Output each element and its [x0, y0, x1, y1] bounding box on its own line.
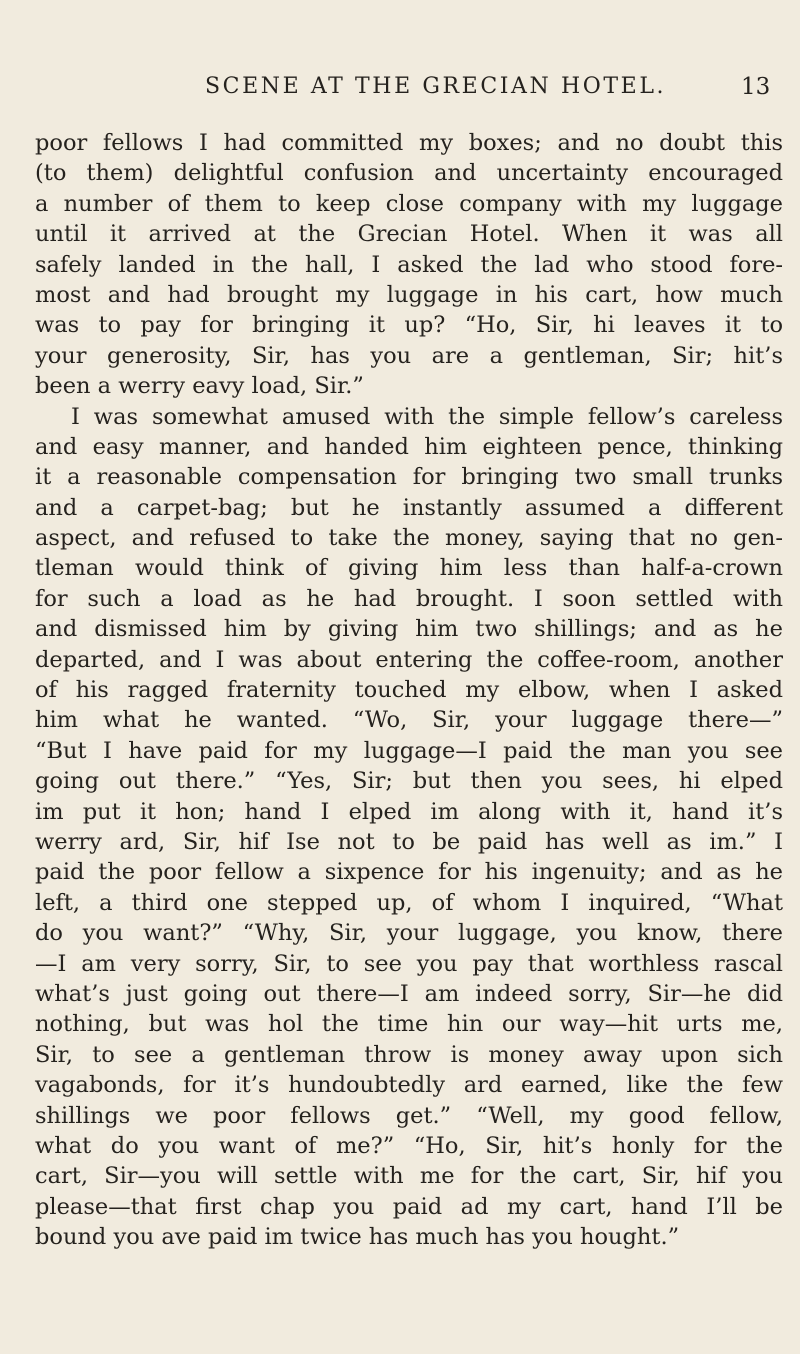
- running-title: SCENE AT THE GRECIAN HOTEL.: [205, 74, 667, 99]
- text-line: your generosity, Sir, has you are a gentleman, Sir; hit’s: [35, 342, 783, 369]
- text-line: departed, and I was about entering the coffee-room, another: [35, 646, 783, 673]
- text-line: (to them) delightful confusion and uncertainty encouraged: [35, 160, 783, 187]
- text-line: werry ard, Sir, hif Ise not to be paid has well as im.” I: [35, 828, 783, 855]
- text-line: poor fellows I had committed my boxes; and no doubt this: [35, 130, 783, 156]
- text-line: please—that first chap you paid ad my cart, hand I’ll be: [35, 1193, 783, 1220]
- text-line: do you want?” “Why, Sir, your luggage, you know, there: [35, 920, 783, 947]
- text-line: cart, Sir—you will settle with me for the cart, Sir, hif you: [35, 1163, 783, 1190]
- text-line: aspect, and refused to take the money, saying that no gen-: [35, 525, 783, 552]
- body-text: [35, 128, 783, 1252]
- text-line: most and had brought my luggage in his cart, how much: [35, 281, 783, 308]
- text-line: what do you want of me?” “Ho, Sir, hit’s honly for the: [35, 1132, 783, 1159]
- text-line: was to pay for bringing it up? “Ho, Sir, hi leaves it to: [35, 312, 783, 339]
- text-line: shillings we poor fellows get.” “Well, my good fellow,: [35, 1102, 783, 1129]
- text-line: and easy manner, and handed him eighteen pence, thinking: [35, 433, 783, 460]
- text-line: nothing, but was hol the time hin our way—hit urts me,: [35, 1011, 783, 1038]
- text-line: vagabonds, for it’s hundoubtedly ard earned, like the few: [35, 1072, 783, 1099]
- text-line: left, a third one stepped up, of whom I inquired, “What: [35, 889, 783, 916]
- text-line: going out there.” “Yes, Sir; but then you sees, hi elped: [35, 768, 783, 795]
- text-line: —I am very sorry, Sir, to see you pay that worthless rascal: [35, 950, 783, 977]
- text-line: of his ragged fraternity touched my elbow, when I asked: [35, 677, 783, 704]
- text-line: him what he wanted. “Wo, Sir, your luggage there—”: [35, 707, 783, 734]
- text-line: im put it hon; hand I elped im along with it, hand it’s: [35, 798, 783, 825]
- text-line: paid the poor fellow a sixpence for his ingenuity; and as he: [35, 859, 783, 886]
- page-header: [0, 74, 800, 114]
- page-number: 13: [741, 74, 771, 100]
- text-line: and a carpet-bag; but he instantly assumed a different: [35, 494, 783, 521]
- text-line: “But I have paid for my luggage—I paid the man you see: [35, 737, 783, 764]
- text-line: safely landed in the hall, I asked the lad who stood fore-: [35, 251, 783, 278]
- text-line: what’s just going out there—I am indeed sorry, Sir—he did: [35, 980, 783, 1007]
- text-line: and dismissed him by giving him two shillings; and as he: [35, 616, 783, 643]
- text-line: Sir, to see a gentleman throw is money away upon sich: [35, 1041, 783, 1068]
- text-line: it a reasonable compensation for bringing two small trunks: [35, 464, 783, 491]
- text-line: until it arrived at the Grecian Hotel. When it was all: [35, 221, 783, 248]
- text-line: for such a load as he had brought. I soon settled with: [35, 585, 783, 612]
- text-line: I was somewhat amused with the simple fellow’s careless: [71, 403, 783, 430]
- text-line: bound you ave paid im twice has much has you hought.”: [35, 1224, 680, 1251]
- text-line: been a werry eavy load, Sir.”: [35, 373, 364, 400]
- text-line: tleman would think of giving him less than half-a-crown: [35, 555, 783, 582]
- text-line: a number of them to keep close company with my luggage: [35, 190, 783, 217]
